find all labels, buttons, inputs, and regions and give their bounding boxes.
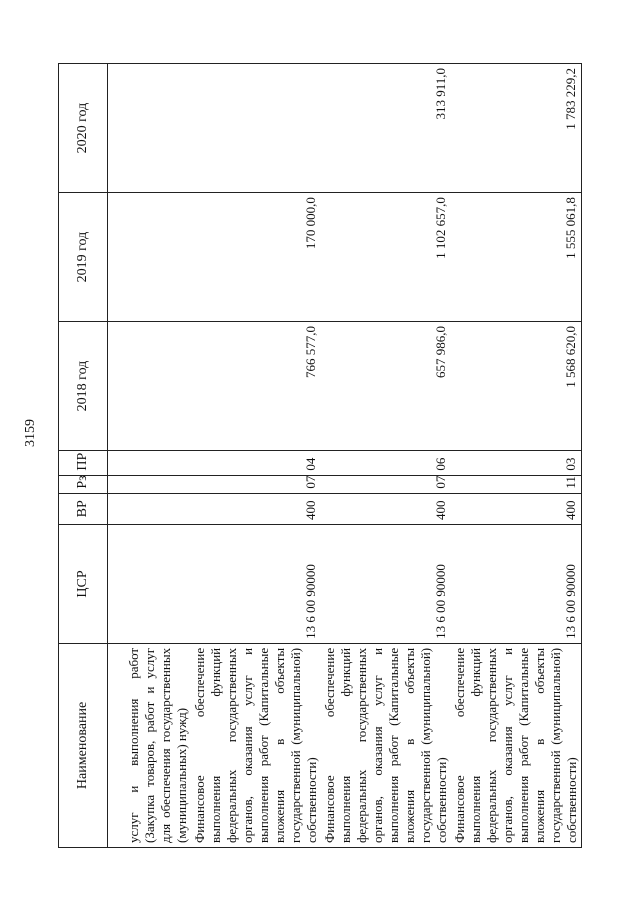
table-row <box>321 64 451 848</box>
row-vr: 400 <box>191 493 321 524</box>
header-csr: ЦСР <box>59 525 108 644</box>
row-pr: 04 <box>191 451 321 476</box>
header-2018: 2018 год <box>59 322 108 451</box>
row-2018: 657 986,0 <box>321 322 451 451</box>
row-name: Финансовое обеспечение выполнения функций федеральных государственных органов, оказания услуг и выполнения работ (Капитальные вложения в объекты государственной (муниципальной) собственности) <box>321 643 451 847</box>
table-header-row <box>59 64 108 848</box>
row-rz: 07 <box>191 475 321 493</box>
page-number-text: 3159 <box>23 419 38 447</box>
row-vr: 400 <box>451 493 582 524</box>
header-2019: 2019 год <box>59 193 108 322</box>
table-row <box>108 64 191 848</box>
header-2020: 2020 год <box>59 64 108 193</box>
row-pr <box>108 451 191 476</box>
header-pr: ПР <box>59 451 108 476</box>
row-vr: 400 <box>321 493 451 524</box>
row-2018 <box>108 322 191 451</box>
header-name: Наименование <box>59 643 108 847</box>
budget-table-rotated <box>58 63 598 848</box>
row-name: Финансовое обеспечение выполнения функций федеральных государственных органов, оказания услуг и выполнения работ (Капитальные вложения в объекты государственной (муниципальной) собственности) <box>191 643 321 847</box>
row-csr <box>108 525 191 644</box>
row-2019: 1 102 657,0 <box>321 193 451 322</box>
row-csr: 13 6 00 90000 <box>191 525 321 644</box>
row-2020 <box>108 64 191 193</box>
row-2018: 1 568 620,0 <box>451 322 582 451</box>
row-rz: 07 <box>321 475 451 493</box>
row-vr <box>108 493 191 524</box>
row-csr: 13 6 00 90000 <box>451 525 582 644</box>
row-2020 <box>191 64 321 193</box>
header-vr: ВР <box>59 493 108 524</box>
table-row <box>191 64 321 848</box>
row-2019 <box>108 193 191 322</box>
row-2018: 766 577,0 <box>191 322 321 451</box>
table-row <box>451 64 582 848</box>
row-csr: 13 6 00 90000 <box>321 525 451 644</box>
header-rz: Рз <box>59 475 108 493</box>
budget-table <box>58 63 582 848</box>
row-2020: 1 783 229,2 <box>451 64 582 193</box>
row-name: услуг и выполнения работ (Закупка товаров, работ и услуг для обеспечения государственных (муниципальных) нужд) <box>108 643 191 847</box>
row-2019: 1 555 061,8 <box>451 193 582 322</box>
row-pr: 06 <box>321 451 451 476</box>
row-name: Финансовое обеспечение выполнения функций федеральных государственных органов, оказания услуг и выполнения работ (Капитальные вложения в объекты государственной (муниципальной) собственности) <box>451 643 582 847</box>
row-rz <box>108 475 191 493</box>
row-rz: 11 <box>451 475 582 493</box>
row-2019: 170 000,0 <box>191 193 321 322</box>
row-pr: 03 <box>451 451 582 476</box>
row-2020: 313 911,0 <box>321 64 451 193</box>
